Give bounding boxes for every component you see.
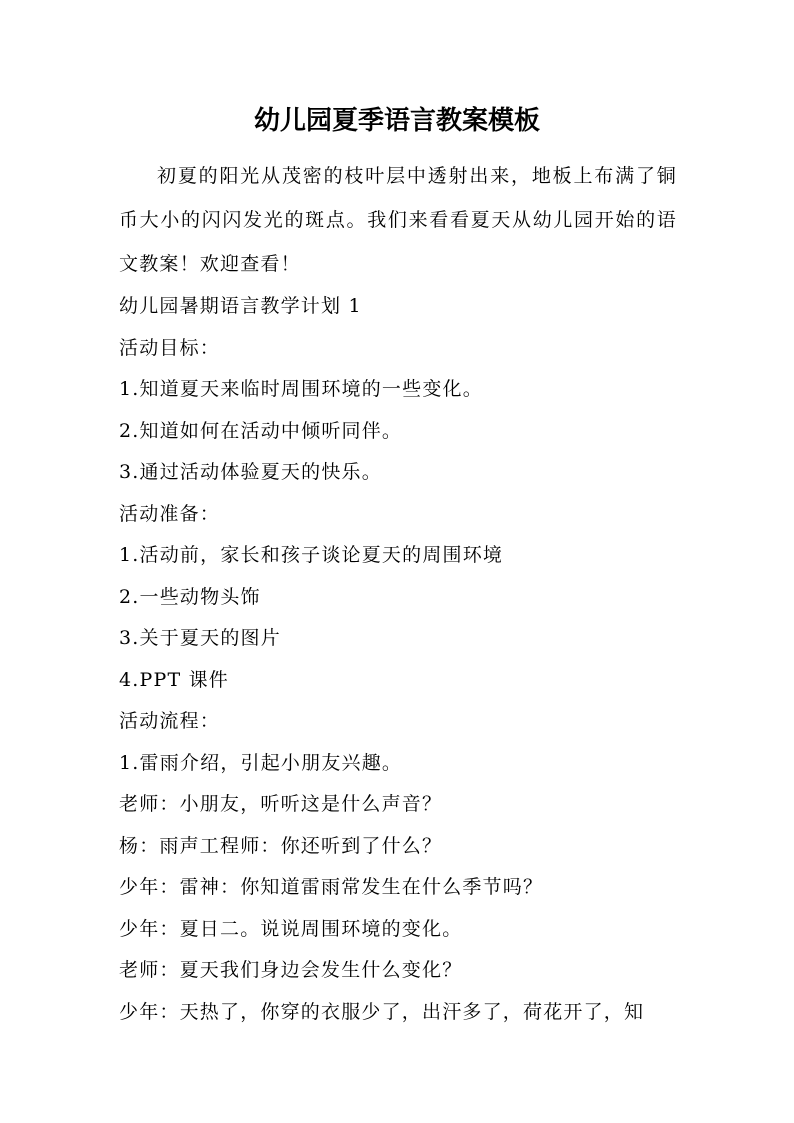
intro-paragraph: 初夏的阳光从茂密的枝叶层中透射出来，地板上布满了铜币大小的闪闪发光的斑点。我们来看看夏天从幼儿园开始的语文教案！欢迎查看！ bbox=[119, 165, 677, 275]
dialogue-line: 老师：小朋友，听听这是什么声音？ bbox=[119, 793, 443, 815]
preparation-item: 4.PPT 课件 bbox=[119, 668, 230, 691]
section-heading-goals: 活动目标： bbox=[119, 336, 221, 359]
document-body bbox=[119, 154, 677, 1033]
dialogue-line: 杨：雨声工程师：你还听到了什么？ bbox=[119, 834, 443, 857]
section-heading-preparation: 活动准备： bbox=[119, 502, 221, 525]
section-heading-plan: 幼儿园暑期语言教学计划 1 bbox=[119, 295, 362, 317]
dialogue-line: 少年：雷神：你知道雷雨常发生在什么季节吗？ bbox=[119, 876, 544, 898]
goal-item: 3.通过活动体验夏天的快乐。 bbox=[119, 461, 382, 483]
preparation-item: 2.一些动物头饰 bbox=[119, 585, 261, 608]
dialogue-line: 少年：天热了，你穿的衣服少了，出汗多了，荷花开了，知 bbox=[119, 1000, 645, 1023]
document-title: 幼儿园夏季语言教案模板 bbox=[253, 106, 540, 136]
section-heading-process: 活动流程： bbox=[119, 710, 221, 732]
process-item: 1.雷雨介绍，引起小朋友兴趣。 bbox=[119, 751, 403, 774]
dialogue-line: 少年：夏日二。说说周围环境的变化。 bbox=[119, 917, 463, 940]
preparation-item: 3.关于夏天的图片 bbox=[119, 627, 281, 649]
dialogue-line: 老师：夏天我们身边会发生什么变化？ bbox=[119, 959, 463, 981]
preparation-item: 1.活动前，家长和孩子谈论夏天的周围环境 bbox=[119, 544, 504, 566]
goal-item: 2.知道如何在活动中倾听同伴。 bbox=[119, 419, 403, 442]
goal-item: 1.知道夏天来临时周围环境的一些变化。 bbox=[119, 378, 483, 400]
